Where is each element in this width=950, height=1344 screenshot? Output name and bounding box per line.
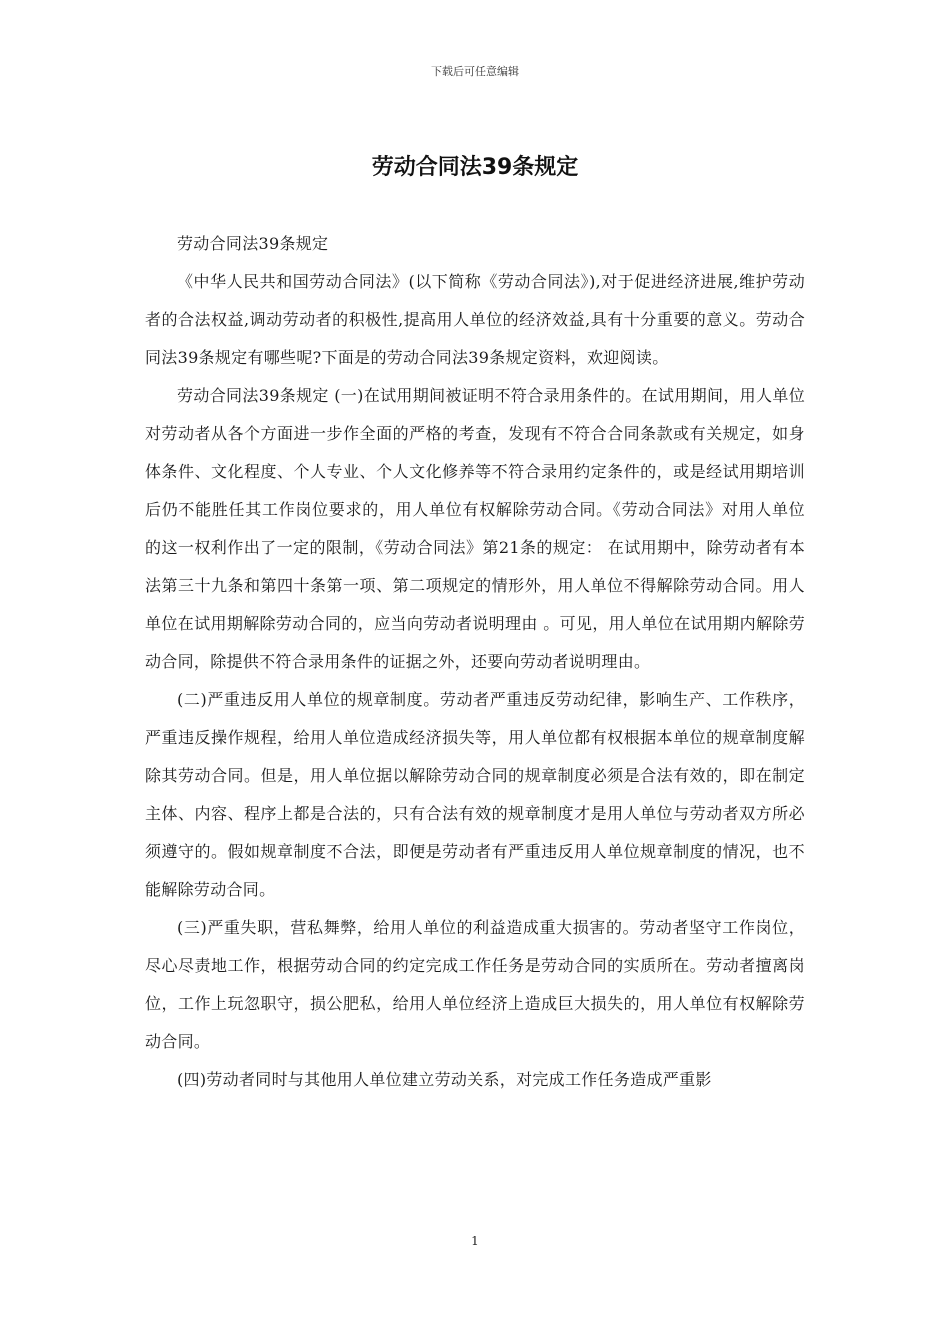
page-header: 下载后可任意编辑 [431, 65, 519, 78]
paragraph-subtitle: 劳动合同法39条规定 [177, 234, 329, 253]
paragraph-clause-4: (四)劳动者同时与其他用人单位建立劳动关系，对完成工作任务造成严重影 [177, 1070, 712, 1089]
page-number: 1 [471, 1234, 479, 1248]
paragraph-clause-1: 劳动合同法39条规定 (一)在试用期间被证明不符合录用条件的。在试用期间，用人单位对劳动者从各个方面进一步作全面的严格的考查，发现有不符合合同条款或有关规定，如身体条件、文化程度、个人专业、个人文化修养等不符合录用约定条件的，或是经试用期培训后仍不能胜任其工作岗位要求的，用人单位有权解除劳动合同。《劳动合同法》对用人单位的这一权利作出了一定的限制，《劳动合同法》第21条的规定： 在试用期中，除劳动者有本法第三十九条和第四十条第一项、第二项规定的情形外，用人单位不得解除劳动合同。用人单位在试用期解除劳动合同的，应当向劳动者说明理由 。可见，用人单位在试用期内解除劳动合同，除提供不符合录用条件的证据之外，还要向劳动者说明理由。 [145, 386, 805, 671]
document-title: 劳动合同法39条规定 [371, 155, 579, 180]
document-body [145, 225, 805, 1099]
paragraph-clause-2: (二)严重违反用人单位的规章制度。劳动者严重违反劳动纪律，影响生产、工作秩序，严重违反操作规程，给用人单位造成经济损失等，用人单位都有权根据本单位的规章制度解除其劳动合同。但是，用人单位据以解除劳动合同的规章制度必须是合法有效的，即在制定主体、内容、程序上都是合法的，只有合法有效的规章制度才是用人单位与劳动者双方所必须遵守的。假如规章制度不合法，即便是劳动者有严重违反用人单位规章制度的情况，也不能解除劳动合同。 [145, 690, 805, 899]
paragraph-intro: 《中华人民共和国劳动合同法》(以下简称《劳动合同法》),对于促进经济进展,维护劳动者的合法权益,调动劳动者的积极性,提高用人单位的经济效益,具有十分重要的意义。劳动合同法39条规定有哪些呢?下面是的劳动合同法39条规定资料，欢迎阅读。 [145, 272, 805, 367]
paragraph-clause-3: (三)严重失职，营私舞弊，给用人单位的利益造成重大损害的。劳动者坚守工作岗位，尽心尽责地工作，根据劳动合同的约定完成工作任务是劳动合同的实质所在。劳动者擅离岗位，工作上玩忽职守，损公肥私，给用人单位经济上造成巨大损失的，用人单位有权解除劳动合同。 [145, 918, 805, 1051]
